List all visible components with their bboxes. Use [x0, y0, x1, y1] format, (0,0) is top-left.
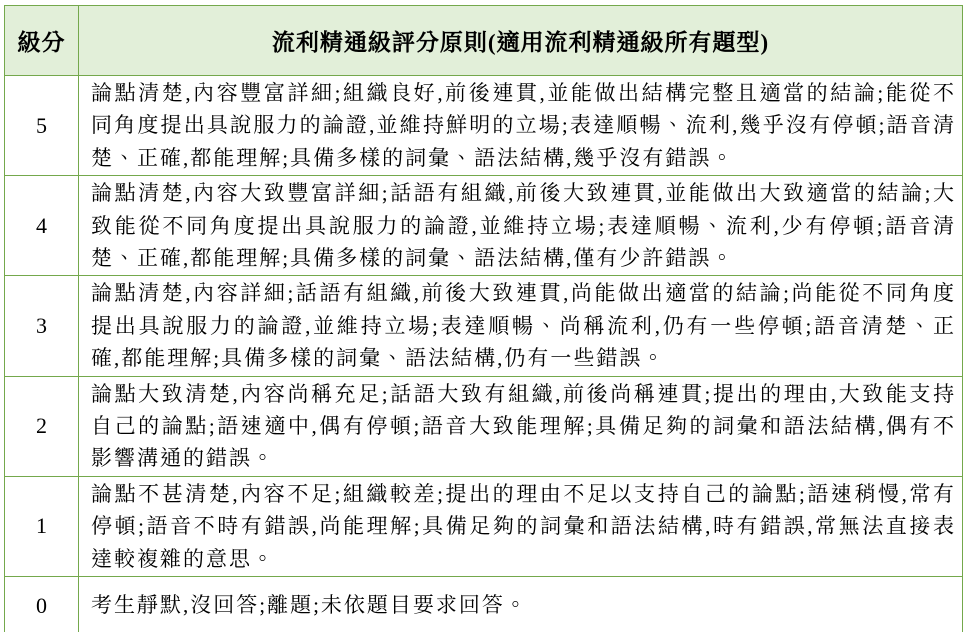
- criteria-cell: 論點清楚,內容豐富詳細;組織良好,前後連貫,並能做出結構完整且適當的結論;能從不同角度提出具說服力的論證,並維持鮮明的立場;表達順暢、流利,幾乎沒有停頓;語音清楚、正確,都能理解;具備多樣的詞彙、語法結構,幾乎沒有錯誤。: [79, 76, 963, 176]
- score-column-header: 級分: [5, 6, 79, 76]
- criteria-cell: 論點大致清楚,內容尚稱充足;話語大致有組織,前後尚稱連貫;提出的理由,大致能支持自己的論點;語速適中,偶有停頓;語音大致能理解;具備足夠的詞彙和語法結構,偶有不影響溝通的錯誤。: [79, 376, 963, 476]
- table-row-score-1: [5, 476, 963, 576]
- criteria-cell: 考生靜默,沒回答;離題;未依題目要求回答。: [79, 577, 963, 632]
- table-row-score-3: [5, 276, 963, 376]
- table-row-score-2: [5, 376, 963, 476]
- header-row: [5, 6, 963, 76]
- table-row-score-0: [5, 577, 963, 632]
- score-cell: 4: [5, 176, 79, 276]
- criteria-cell: 論點清楚,內容詳細;話語有組織,前後大致連貫,尚能做出適當的結論;尚能從不同角度提出具說服力的論證,並維持立場;表達順暢、尚稱流利,仍有一些停頓;語音清楚、正確,都能理解;具備多樣的詞彙、語法結構,仍有一些錯誤。: [79, 276, 963, 376]
- score-cell: 3: [5, 276, 79, 376]
- criteria-cell: 論點清楚,內容大致豐富詳細;話語有組織,前後大致連貫,並能做出大致適當的結論;大致能從不同角度提出具說服力的論證,並維持立場;表達順暢、流利,少有停頓;語音清楚、正確,都能理解;具備多樣的詞彙、語法結構,僅有少許錯誤。: [79, 176, 963, 276]
- score-cell: 1: [5, 476, 79, 576]
- score-cell: 2: [5, 376, 79, 476]
- table-row-score-5: [5, 76, 963, 176]
- score-cell: 0: [5, 577, 79, 632]
- criteria-column-header: 流利精通級評分原則(適用流利精通級所有題型): [79, 6, 963, 76]
- scoring-rubric-table: [4, 5, 963, 632]
- criteria-cell: 論點不甚清楚,內容不足;組織較差;提出的理由不足以支持自己的論點;語速稍慢,常有停頓;語音不時有錯誤,尚能理解;具備足夠的詞彙和語法結構,時有錯誤,常無法直接表達較複雜的意思。: [79, 476, 963, 576]
- table-row-score-4: [5, 176, 963, 276]
- score-cell: 5: [5, 76, 79, 176]
